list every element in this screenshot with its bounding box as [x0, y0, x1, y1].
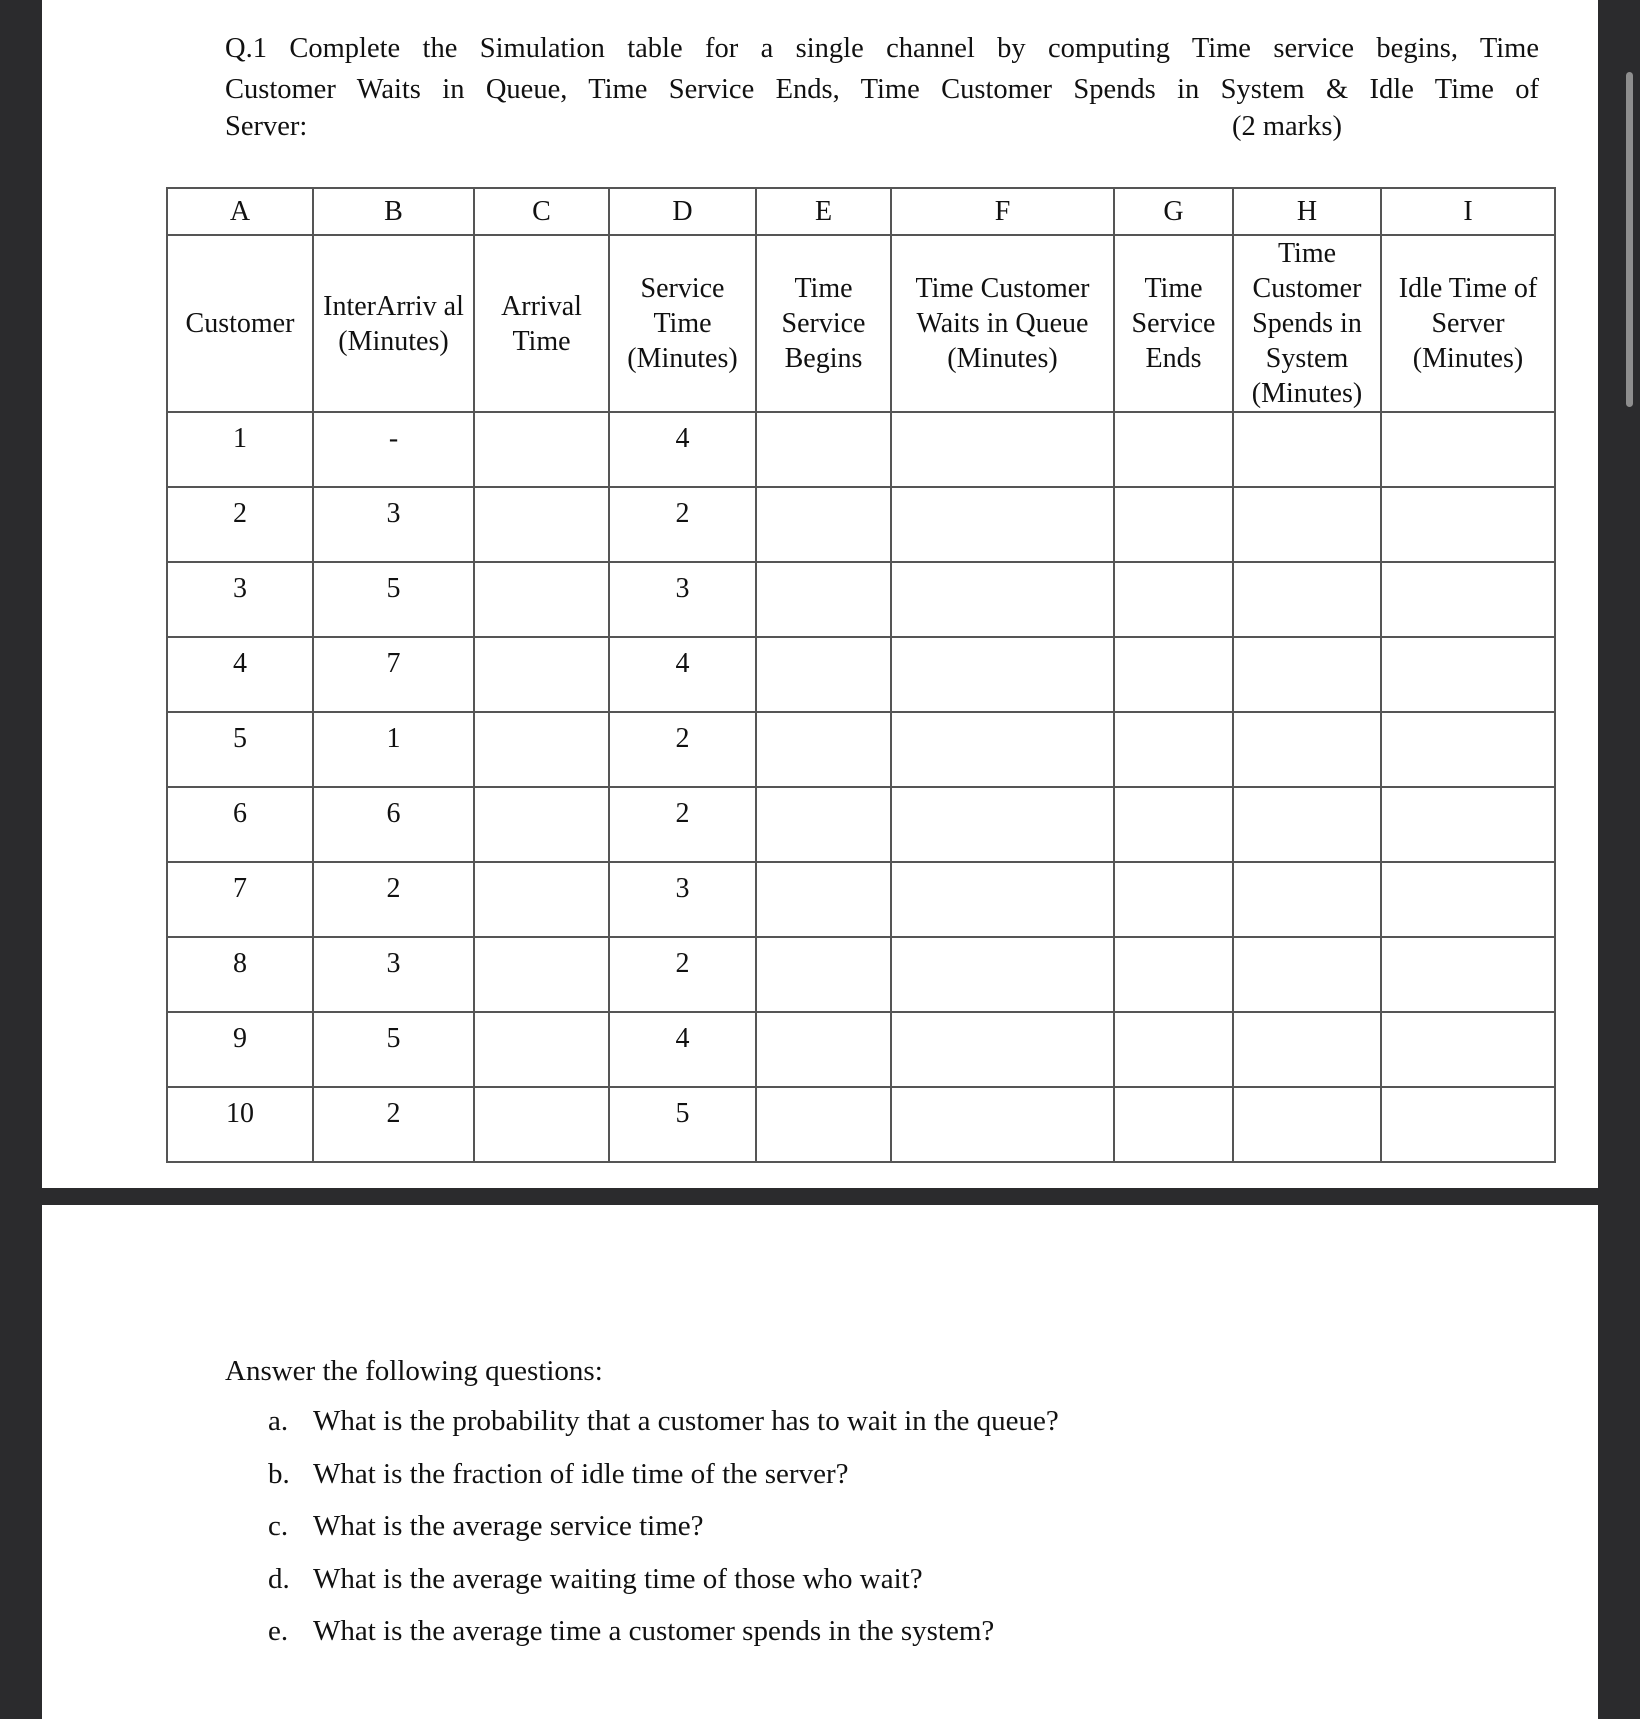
question-text: What is the fraction of idle time of the server?	[313, 1457, 849, 1490]
service-time-cell: 2	[609, 712, 756, 787]
customer-cell: 7	[167, 862, 313, 937]
service-time-cell: 2	[609, 487, 756, 562]
empty-cell	[1114, 1087, 1233, 1162]
empty-cell	[756, 637, 891, 712]
question-line-2: Customer Waits in Queue, Time Service Ends, Time Customer Spends in System & Idle Time of	[225, 74, 1539, 105]
interarrival-cell: 2	[313, 862, 474, 937]
empty-cell	[474, 1012, 609, 1087]
table-row	[167, 937, 1555, 1012]
table-row	[167, 1087, 1555, 1162]
empty-cell	[891, 562, 1114, 637]
column-letter-i: I	[1381, 188, 1555, 235]
question-marker: b.	[268, 1457, 290, 1490]
empty-cell	[891, 787, 1114, 862]
empty-cell	[1233, 1087, 1381, 1162]
service-time-cell: 4	[609, 1012, 756, 1087]
empty-cell	[1233, 937, 1381, 1012]
table-row	[167, 1012, 1555, 1087]
column-letter-e: E	[756, 188, 891, 235]
column-header: Service Time (Minutes)	[609, 235, 756, 412]
empty-cell	[891, 937, 1114, 1012]
column-header: Time Service Begins	[756, 235, 891, 412]
empty-cell	[756, 712, 891, 787]
document-page-1	[42, 0, 1598, 1188]
empty-cell	[474, 412, 609, 487]
table-row	[167, 487, 1555, 562]
table-row	[167, 562, 1555, 637]
empty-cell	[474, 637, 609, 712]
column-letter-b: B	[313, 188, 474, 235]
interarrival-cell: 2	[313, 1087, 474, 1162]
column-letter-f: F	[891, 188, 1114, 235]
empty-cell	[756, 562, 891, 637]
empty-cell	[1233, 637, 1381, 712]
table-row	[167, 637, 1555, 712]
empty-cell	[1381, 1087, 1555, 1162]
interarrival-cell: 6	[313, 787, 474, 862]
customer-cell: 10	[167, 1087, 313, 1162]
empty-cell	[1233, 412, 1381, 487]
customer-cell: 5	[167, 712, 313, 787]
customer-cell: 9	[167, 1012, 313, 1087]
question-text	[225, 28, 1539, 110]
empty-cell	[891, 862, 1114, 937]
interarrival-cell: 1	[313, 712, 474, 787]
empty-cell	[1114, 637, 1233, 712]
empty-cell	[756, 1087, 891, 1162]
empty-cell	[474, 787, 609, 862]
empty-cell	[474, 712, 609, 787]
empty-cell	[1233, 712, 1381, 787]
column-header: Time Customer Waits in Queue (Minutes)	[891, 235, 1114, 412]
customer-cell: 1	[167, 412, 313, 487]
question-line-3: Server:	[225, 111, 308, 142]
empty-cell	[474, 937, 609, 1012]
question-text: What is the average time a customer spends in the system?	[313, 1615, 995, 1647]
empty-cell	[1114, 937, 1233, 1012]
empty-cell	[474, 862, 609, 937]
interarrival-cell: 3	[313, 937, 474, 1012]
column-letter-g: G	[1114, 188, 1233, 235]
service-time-cell: 4	[609, 412, 756, 487]
interarrival-cell: 5	[313, 562, 474, 637]
customer-cell: 2	[167, 487, 313, 562]
table-row	[167, 712, 1555, 787]
empty-cell	[1381, 487, 1555, 562]
empty-cell	[1381, 787, 1555, 862]
empty-cell	[1233, 1012, 1381, 1087]
empty-cell	[1114, 862, 1233, 937]
service-time-cell: 3	[609, 562, 756, 637]
document-page-2	[42, 1205, 1598, 1719]
interarrival-cell: 3	[313, 487, 474, 562]
service-time-cell: 3	[609, 862, 756, 937]
question-marker: d.	[268, 1562, 290, 1595]
answer-title: Answer the following questions:	[225, 1355, 603, 1387]
column-header: InterArriv al (Minutes)	[313, 235, 474, 412]
customer-cell: 4	[167, 637, 313, 712]
service-time-cell: 2	[609, 937, 756, 1012]
empty-cell	[756, 862, 891, 937]
simulation-table	[166, 187, 1556, 1163]
question-text: What is the probability that a customer has to wait in the queue?	[313, 1405, 1059, 1437]
empty-cell	[1381, 937, 1555, 1012]
empty-cell	[1381, 712, 1555, 787]
column-header: Time Service Ends	[1114, 235, 1233, 412]
marks-label: (2 marks)	[1232, 111, 1343, 142]
customer-cell: 8	[167, 937, 313, 1012]
empty-cell	[1381, 562, 1555, 637]
question-text: What is the average service time?	[313, 1510, 704, 1542]
empty-cell	[474, 562, 609, 637]
column-header: Time Customer Spends in System (Minutes)	[1233, 235, 1381, 412]
empty-cell	[1381, 862, 1555, 937]
empty-cell	[891, 637, 1114, 712]
table-row	[167, 412, 1555, 487]
service-time-cell: 5	[609, 1087, 756, 1162]
column-letter-a: A	[167, 188, 313, 235]
customer-cell: 6	[167, 787, 313, 862]
empty-cell	[756, 787, 891, 862]
empty-cell	[891, 1012, 1114, 1087]
question-marker: a.	[268, 1405, 289, 1437]
empty-cell	[474, 487, 609, 562]
interarrival-cell: 7	[313, 637, 474, 712]
column-letter-h: H	[1233, 188, 1381, 235]
empty-cell	[756, 412, 891, 487]
column-letter-c: C	[474, 188, 609, 235]
interarrival-cell: -	[313, 412, 474, 487]
scrollbar-thumb[interactable]	[1626, 72, 1633, 407]
empty-cell	[1381, 412, 1555, 487]
question-marker: e.	[268, 1615, 289, 1647]
empty-cell	[891, 487, 1114, 562]
column-header: Customer	[167, 235, 313, 412]
customer-cell: 3	[167, 562, 313, 637]
empty-cell	[1381, 637, 1555, 712]
interarrival-cell: 5	[313, 1012, 474, 1087]
empty-cell	[1381, 1012, 1555, 1087]
question-line-1: Q.1 Complete the Simulation table for a single channel by computing Time service begins, Time	[225, 33, 1539, 64]
question-marker: c.	[268, 1510, 289, 1542]
empty-cell	[474, 1087, 609, 1162]
empty-cell	[1114, 1012, 1233, 1087]
column-header: Idle Time of Server (Minutes)	[1381, 235, 1555, 412]
empty-cell	[1233, 787, 1381, 862]
empty-cell	[1114, 562, 1233, 637]
empty-cell	[1114, 787, 1233, 862]
empty-cell	[891, 712, 1114, 787]
table-row	[167, 787, 1555, 862]
column-header: Arrival Time	[474, 235, 609, 412]
empty-cell	[1114, 712, 1233, 787]
empty-cell	[891, 412, 1114, 487]
column-letters-row	[167, 188, 1555, 235]
empty-cell	[1233, 562, 1381, 637]
empty-cell	[756, 1012, 891, 1087]
empty-cell	[1114, 412, 1233, 487]
column-letter-d: D	[609, 188, 756, 235]
empty-cell	[1114, 487, 1233, 562]
empty-cell	[756, 487, 891, 562]
column-headers-row	[167, 235, 1555, 412]
empty-cell	[891, 1087, 1114, 1162]
table-row	[167, 862, 1555, 937]
service-time-cell: 4	[609, 637, 756, 712]
empty-cell	[1233, 487, 1381, 562]
empty-cell	[756, 937, 891, 1012]
question-text: What is the average waiting time of those who wait?	[313, 1562, 923, 1595]
empty-cell	[1233, 862, 1381, 937]
service-time-cell: 2	[609, 787, 756, 862]
